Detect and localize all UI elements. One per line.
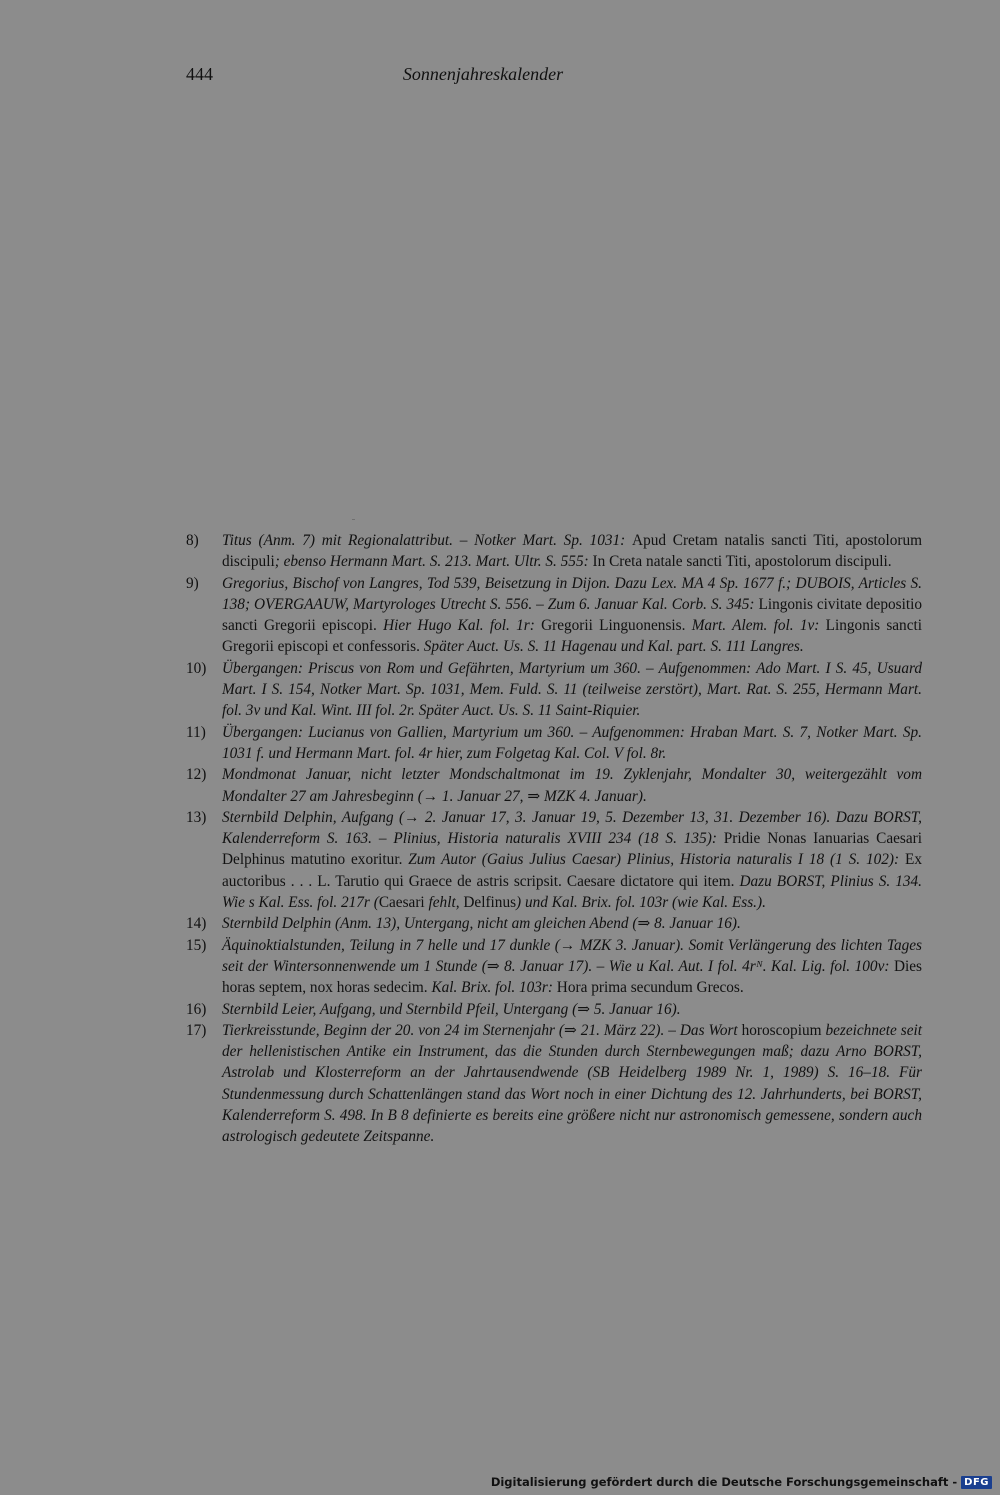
footnote-text-segment: Sternbild Leier, Aufgang, und Sternbild Pfeil, Untergang (⇒ 5. Januar 16). bbox=[222, 1000, 681, 1018]
footnote-text bbox=[222, 722, 922, 765]
footnote bbox=[186, 913, 922, 934]
footnote-number: 16) bbox=[186, 1000, 207, 1018]
page-number: 444 bbox=[186, 64, 213, 84]
footnote-text-segment: Mondmonat Januar, nicht letzter Mondschaltmonat im 19. Zyklenjahr, Mondalter 30, weitergezählt vom Mondalter 27 am Jahresbeginn (→ 1. Januar 27, ⇒ MZK 4. Januar). bbox=[222, 766, 922, 805]
footnote bbox=[186, 722, 922, 765]
dfg-logo: DFG bbox=[961, 1476, 992, 1489]
footnote-text-segment: Zum Autor (Gaius Julius Caesar) Plinius, Historia naturalis I 18 (1 S. 102): bbox=[408, 851, 905, 869]
footnote-text bbox=[222, 658, 922, 722]
footnote-text-segment: Übergangen: Lucianus von Gallien, Martyrium um 360. – Aufgenommen: Hraban Mart. S. 7, Notker Mart. Sp. 1031 f. und Hermann Mart. fol. 4r hier, zum Folgetag Kal. Col. V fol. 8r. bbox=[222, 723, 922, 762]
footnote-text-segment: Mart. Alem. fol. 1v: bbox=[691, 617, 826, 635]
footnote-number: 11) bbox=[186, 723, 206, 741]
footnote-text bbox=[222, 807, 922, 913]
footnote-text-segment: In Creta natale sancti Titi, apostolorum discipuli. bbox=[592, 553, 892, 571]
footnote-text-segment: Später Auct. Us. S. 11 Hagenau und Kal. part. S. 111 Langres. bbox=[423, 638, 804, 656]
scan-mark bbox=[352, 519, 355, 520]
digitization-credit: Digitalisierung gefördert durch die Deutsche Forschungsgemeinschaft - bbox=[490, 1475, 958, 1489]
footnote-text-segment: Äquinoktialstunden, Teilung in 7 helle und 17 dunkle (→ MZK 3. Januar). Somit Verlängerung des lichten Tages seit der Wintersonnenwende um 1 Stunde (⇒ 8. Januar 17). – Wie u Kal. Aut. I fol. 4rᴺ. Kal. Lig. fol. 100v: bbox=[222, 936, 922, 975]
footnote-number: 13) bbox=[186, 808, 207, 826]
footnote-text bbox=[222, 530, 922, 573]
footnote-text-segment: ) und Kal. Brix. fol. 103r (wie Kal. Ess.). bbox=[516, 894, 766, 912]
footnote-text-segment: Sternbild Delphin (Anm. 13), Untergang, nicht am gleichen Abend (⇒ 8. Januar 16). bbox=[222, 915, 741, 933]
footnote-text-segment: Übergangen: Priscus von Rom und Gefährten, Martyrium um 360. – Aufgenommen: Ado Mart. I S. 45, Usuard Mart. I S. 154, Notker Mart. Sp. 1031, Mem. Fuld. S. 11 (teilweise zerstört), Mart. Rat. S. 255, Hermann Mart. fol. 3v und Kal. Wint. III fol. 2r. Später Auct. Us. S. 11 Saint-Riquier. bbox=[222, 659, 922, 720]
footnote-text bbox=[222, 573, 922, 658]
footnote-text bbox=[222, 935, 922, 999]
footnote-text-segment: Hora prima secundum Grecos. bbox=[556, 979, 744, 997]
footnote-text-segment: Dies horas septem, nox horas sedecim. bbox=[222, 957, 922, 997]
footnote bbox=[186, 658, 922, 722]
footnote-text-segment: ; ebenso Hermann Mart. S. 213. Mart. Ultr. S. 555: bbox=[274, 553, 593, 571]
footnote-text-segment: fehlt, bbox=[428, 894, 464, 912]
footnote-text-segment: Lingonis sancti Gregorii episcopi et confessoris. bbox=[222, 617, 922, 656]
footnote-text bbox=[222, 764, 922, 807]
footnote-text-segment: Tierkreisstunde, Beginn der 20. von 24 im Sternenjahr (⇒ 21. März 22). – Das Wort bbox=[222, 1021, 742, 1039]
footnote-text bbox=[222, 913, 922, 934]
footnote-text-segment: Dazu BORST, Plinius S. 134. Wie s Kal. Ess. fol. 217r ( bbox=[222, 872, 922, 912]
footnote-text-segment: Sternbild Delphin, Aufgang (→ 2. Januar 17, 3. Januar 19, 5. Dezember 13, 31. Dezember 16). Dazu BORST, Kalenderreform S. 163. – Plinius, Historia naturalis XVIII 234 (18 S. 135): bbox=[222, 808, 922, 848]
footnote bbox=[186, 530, 922, 573]
footnote-text-segment: Gregorius, Bischof von Langres, Tod 539, Beisetzung in Dijon. Dazu Lex. MA 4 Sp. 1677 f.; DUBOIS, Articles S. 138; OVERGAAUW, Martyrologes Utrecht S. 556. – Zum 6. Januar Kal. Corb. S. 345: bbox=[222, 574, 922, 613]
footnote-number: 12) bbox=[186, 766, 207, 784]
footnote bbox=[186, 1020, 922, 1148]
footnote-text-segment: bezeichnete seit der hellenistischen Antike ein Instrument, das die Stunden durch Sternbewegungen maß; dazu Arno BORST, Astrolab und Klosterreform an der Jahrtausendwende (SB Heidelberg 1989 Nr. 1, 1989) S. 16–18. Für Stundenmessung durch Schattenlängen stand das Wort noch in einer Dichtung des 12. Jahrhunderts, bei BORST, Kalenderreform S. 498. In B 8 definierte es bereits eine größere nicht nur astronomisch gemessene, sondern auch astrologisch gedeutete Zeitspanne. bbox=[222, 1021, 922, 1146]
footnotes bbox=[186, 530, 922, 1148]
footnote-number: 17) bbox=[186, 1021, 207, 1039]
page-header bbox=[186, 60, 780, 88]
footnote bbox=[186, 764, 922, 807]
footnote-text-segment: Pridie Nonas Ianuarias Caesari Delphinus matutino exoritur. bbox=[222, 830, 922, 869]
footnote-text-segment: horoscopium bbox=[741, 1021, 826, 1039]
footnote-number: 8) bbox=[186, 532, 199, 549]
footnote-text-segment: Ex auctoribus . . . L. Tarutio qui Graece de astris scripsit. Caesare dictatore qui item. bbox=[222, 851, 922, 890]
footnote-text-segment: Delfinus bbox=[463, 894, 517, 912]
footnote-number: 15) bbox=[186, 936, 207, 954]
footnote-text bbox=[222, 1020, 922, 1148]
footnote-text-segment: Gregorii Linguonensis. bbox=[541, 617, 692, 635]
footnote-text-segment: Lingonis civitate depositio sancti Gregorii episcopi. bbox=[222, 595, 922, 635]
running-title: Sonnenjahreskalender bbox=[402, 64, 564, 84]
footnote bbox=[186, 935, 922, 999]
digitization-footer bbox=[491, 1475, 992, 1489]
footnote-text-segment: Caesari bbox=[378, 894, 429, 912]
footnote-text-segment: Apud Cretam natalis sancti Titi, apostolorum discipuli bbox=[222, 532, 922, 571]
footnote-text-segment: Hier Hugo Kal. fol. 1r: bbox=[383, 617, 542, 635]
footnote-number: 14) bbox=[186, 915, 207, 933]
footnote-text bbox=[222, 999, 922, 1020]
footnote-text-segment: Titus (Anm. 7) mit Regionalattribut. – Notker Mart. Sp. 1031: bbox=[222, 532, 633, 549]
footnote bbox=[186, 999, 922, 1020]
footnote-number: 9) bbox=[186, 574, 199, 592]
footnote bbox=[186, 807, 922, 913]
footnote-number: 10) bbox=[186, 659, 207, 677]
footnote bbox=[186, 573, 922, 658]
footnote-text-segment: Kal. Brix. fol. 103r: bbox=[431, 979, 557, 997]
